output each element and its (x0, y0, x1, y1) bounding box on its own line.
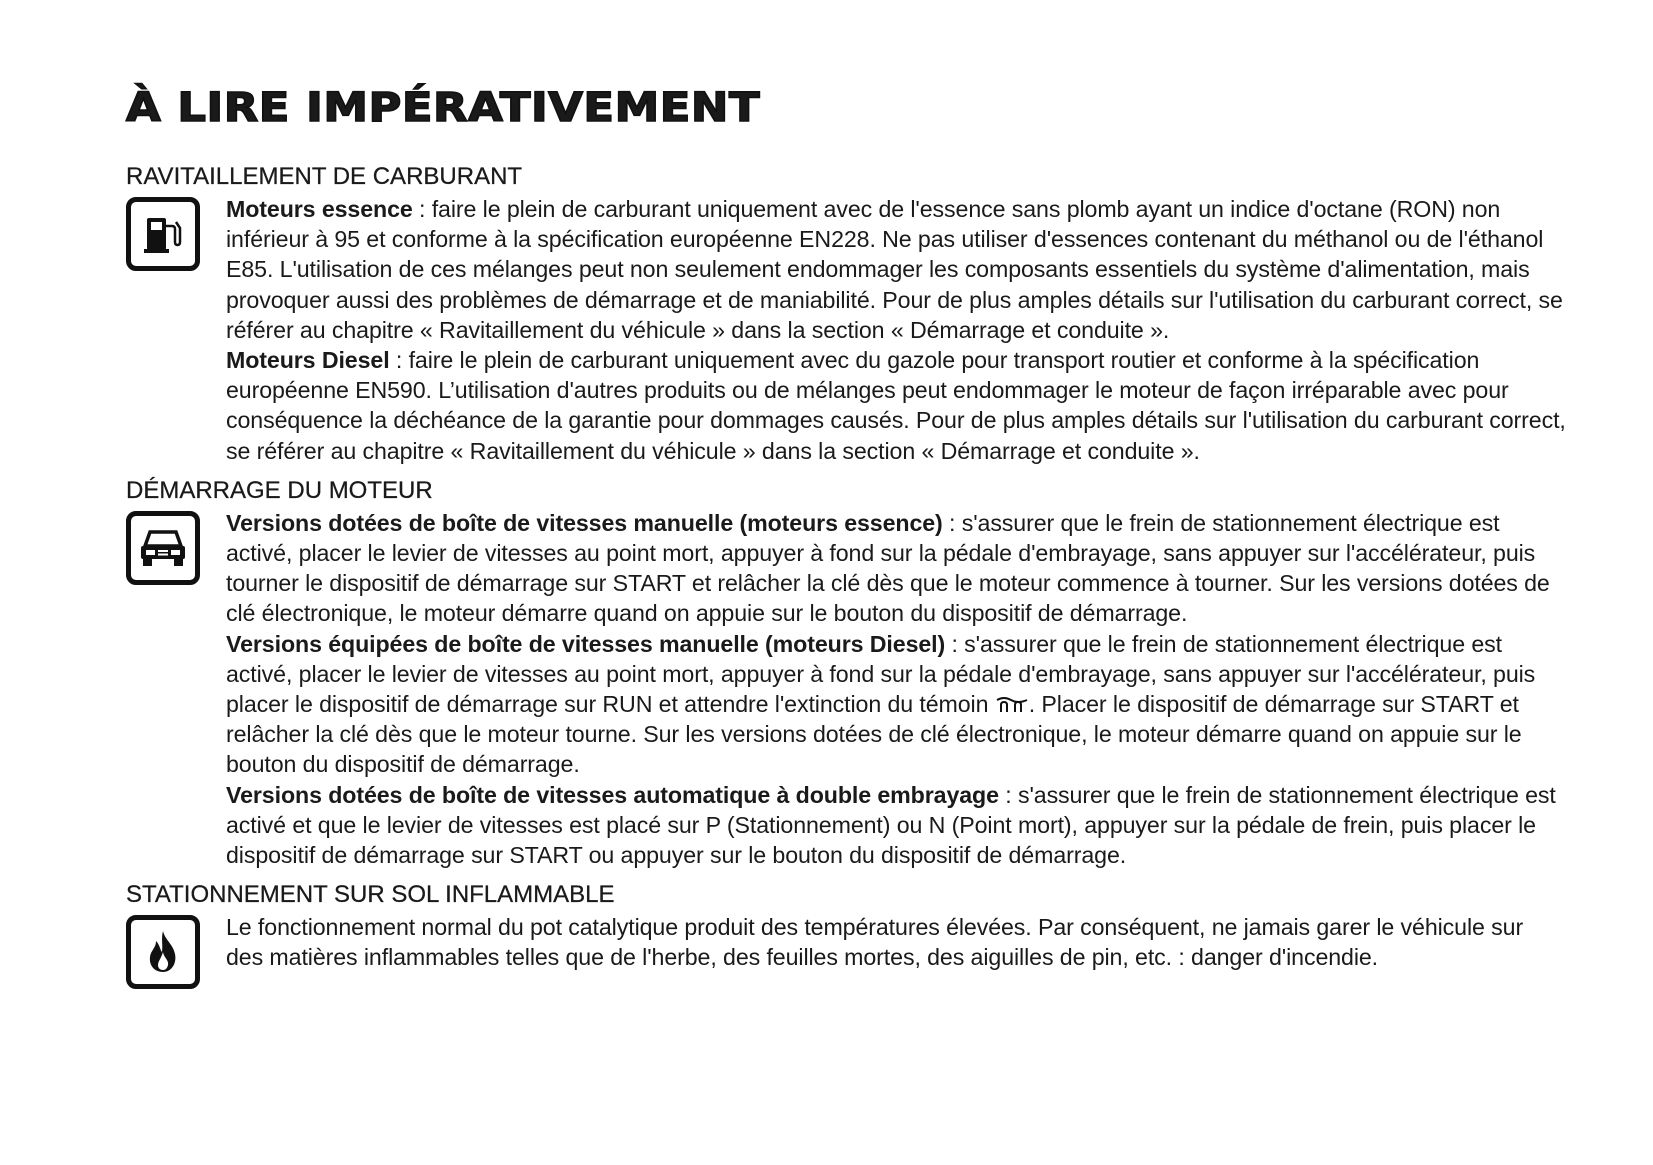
section-engine-start (126, 476, 1566, 870)
paragraph-text: : faire le plein de carburant uniquement avec du gazole pour transport routier et conforme à la spécification européenne EN590. L’utilisation d'autres produits ou de mélanges peut endommager le moteur de façon irréparable avec pour conséquence la déchéance de la garantie pour dommages causés. Pour de plus amples détails sur l'utilisation du carburant correct, se référer au chapitre « Ravitaillement du véhicule » dans la section « Démarrage et conduite ». (226, 347, 1566, 464)
paragraph-lead: Versions équipées de boîte de vitesses manuelle (moteurs Diesel) (226, 630, 946, 657)
section-flammable-parking (126, 880, 1566, 989)
paragraph-automatic (226, 780, 1566, 871)
paragraph-text: : faire le plein de carburant uniquement avec de l'essence sans plomb ayant un indice d'octane (RON) non inférieur à 95 et conforme à la spécification européenne EN228. Ne pas utiliser d'essences contenant du méthanol ou de l'éthanol E85. L'utilisation de ces mélanges peut non seulement endommager les composants essentiels du système d'alimentation, mais provoquer aussi des problèmes de démarrage et de maniabilité. Pour de plus amples détails sur l'utilisation du carburant correct, se référer au chapitre « Ravitaillement du véhicule » dans la section « Démarrage et conduite ». (226, 196, 1563, 343)
paragraph-lead: Versions dotées de boîte de vitesses manuelle (moteurs essence) (226, 509, 943, 536)
paragraph-manual-petrol (226, 508, 1566, 629)
fuel-pump-icon (126, 197, 200, 271)
paragraph-catalytic (226, 912, 1566, 972)
paragraph-text: Le fonctionnement normal du pot catalytique produit des températures élevées. Par conséquent, ne jamais garer le véhicule sur des matières inflammables telles que de l'herbe, des feuilles mortes, des aiguilles de pin, etc. : danger d'incendie. (226, 914, 1524, 971)
section-text-fuel (226, 194, 1566, 466)
paragraph-lead: Moteurs essence (226, 196, 413, 222)
paragraph-lead: Versions dotées de boîte de vitesses automatique à double embrayage (226, 781, 999, 808)
section-row-fuel (126, 194, 1566, 466)
section-heading-engine-start: DÉMARRAGE DU MOTEUR (126, 476, 433, 504)
page-title: À LIRE IMPÉRATIVEMENT (126, 85, 761, 131)
section-fuel (126, 162, 1566, 466)
paragraph-manual-diesel (226, 629, 1566, 780)
paragraph-diesel (226, 345, 1566, 466)
flame-icon (126, 915, 200, 989)
section-text-flammable-parking (226, 912, 1566, 972)
paragraph-text-continued: . Placer le dispositif de démarrage sur START et relâcher la clé dès que le moteur tourne. Sur les versions dotées de clé électronique, le moteur démarre quand on appuie sur le bouton du dispositif de démarrage. (226, 691, 1522, 778)
document-page (126, 80, 1566, 999)
paragraph-text: : s'assurer que le frein de stationnement électrique est activé, placer le levier de vitesses au point mort, appuyer à fond sur la pédale d'embrayage, sans appuyer sur l'accélérateur, puis placer le dispositif de démarrage sur RUN et attendre l'extinction du témoin (226, 630, 1536, 718)
section-heading-fuel: RAVITAILLEMENT DE CARBURANT (126, 163, 523, 190)
paragraph-text: : s'assurer que le frein de stationnement électrique est activé et que le levier de vitesses est placé sur P (Stationnement) ou N (Point mort), appuyer sur la pédale de frein, puis placer le dispositif de démarrage sur START ou appuyer sur le bouton du dispositif de démarrage. (226, 781, 1556, 869)
paragraph-petrol (226, 194, 1566, 345)
section-row-engine-start (126, 508, 1566, 870)
paragraph-text: : s'assurer que le frein de stationnement électrique est activé, placer le levier de vitesses au point mort, appuyer à fond sur la pédale d'embrayage, sans appuyer sur l'accélérateur, puis tourner le dispositif de démarrage sur START et relâcher la clé dès que le moteur commence à tourner. Sur les versions dotées de clé électronique, le moteur démarre quand on appuie sur le bouton du dispositif de démarrage. (226, 509, 1550, 627)
glow-plug-icon (995, 696, 1029, 714)
section-row-flammable-parking (126, 912, 1566, 989)
section-text-engine-start (226, 508, 1566, 870)
car-front-icon (126, 511, 200, 585)
section-heading-flammable-parking: STATIONNEMENT SUR SOL INFLAMMABLE (126, 881, 615, 909)
paragraph-lead: Moteurs Diesel (226, 347, 390, 374)
